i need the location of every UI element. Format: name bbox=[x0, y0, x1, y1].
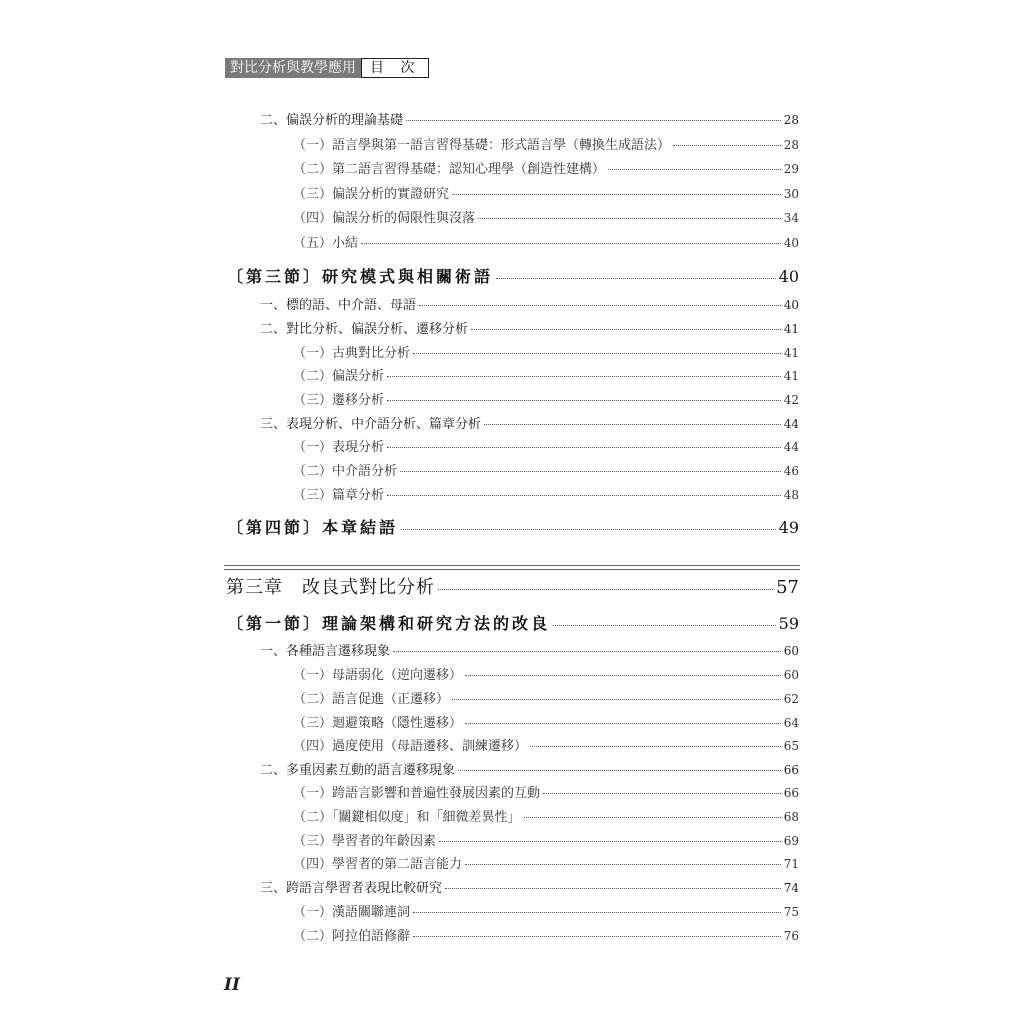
toc-entry-title: （四）過度使用（母語遷移、訓練遷移） bbox=[293, 739, 528, 754]
leader-dots bbox=[673, 132, 781, 146]
leader-dots bbox=[452, 686, 781, 700]
toc-entry-title: （一）母語弱化（逆向遷移） bbox=[293, 668, 463, 683]
toc-entry-page: 60 bbox=[783, 644, 799, 658]
toc-entry-page: 30 bbox=[783, 187, 799, 201]
toc-entry bbox=[293, 688, 799, 707]
section-label: 目 次 bbox=[361, 58, 429, 78]
toc-entry-title: （四）學習者的第二語言能力 bbox=[293, 857, 463, 872]
toc-entry bbox=[293, 712, 799, 731]
toc-entry-page: 46 bbox=[783, 464, 799, 478]
toc-entry-page: 66 bbox=[783, 786, 799, 800]
toc-entry-page: 59 bbox=[778, 614, 799, 633]
toc-entry bbox=[293, 183, 799, 202]
leader-dots bbox=[438, 571, 773, 590]
page-number: II bbox=[224, 975, 240, 995]
toc-entry-title: （三）迴避策略（隱性遷移） bbox=[293, 716, 463, 731]
toc-section-heading bbox=[227, 515, 799, 538]
toc-entry bbox=[293, 134, 799, 153]
toc-entry-page: 41 bbox=[783, 322, 799, 336]
toc-entry bbox=[293, 484, 799, 503]
toc-entry-title: （一）語言學與第一語言習得基礎：形式語言學（轉換生成語法） bbox=[293, 138, 671, 153]
toc-entry-page: 66 bbox=[783, 763, 799, 777]
toc-entry-page: 44 bbox=[783, 417, 799, 431]
toc-section-heading bbox=[227, 264, 799, 287]
toc-chapter-heading bbox=[226, 573, 799, 599]
toc-entry-page: 69 bbox=[783, 834, 799, 848]
toc-entry bbox=[260, 640, 799, 659]
toc-entry-page: 74 bbox=[783, 881, 799, 895]
toc-entry bbox=[293, 460, 799, 479]
toc-entry-title: 三、跨語言學習者表現比較研究 bbox=[260, 881, 443, 896]
leader-dots bbox=[387, 363, 781, 377]
toc-entry bbox=[293, 782, 799, 801]
running-header bbox=[225, 58, 429, 78]
toc-entry-title: （三）遷移分析 bbox=[293, 393, 385, 408]
leader-dots bbox=[465, 710, 781, 724]
toc-entry-title: （三）篇章分析 bbox=[293, 488, 385, 503]
toc-entry-title: 二、多重因素互動的語言遷移現象 bbox=[260, 763, 456, 778]
toc-entry bbox=[260, 413, 799, 432]
toc-entry-page: 48 bbox=[783, 488, 799, 502]
toc-entry bbox=[260, 759, 799, 778]
toc-entry-title: 〔第四節〕本章結語 bbox=[227, 518, 399, 537]
leader-dots bbox=[465, 662, 781, 676]
leader-dots bbox=[387, 482, 781, 496]
toc-entry bbox=[293, 925, 799, 944]
toc-entry-page: 65 bbox=[783, 739, 799, 753]
chapter-divider bbox=[224, 565, 800, 566]
toc-entry bbox=[260, 877, 799, 896]
leader-dots bbox=[439, 828, 781, 842]
toc-entry-page: 75 bbox=[783, 905, 799, 919]
toc-entry-page: 28 bbox=[783, 138, 799, 152]
leader-dots bbox=[413, 899, 781, 913]
leader-dots bbox=[393, 638, 781, 652]
toc-entry-title: （一）漢語關聯連詞 bbox=[293, 905, 411, 920]
toc-entry-page: 60 bbox=[783, 668, 799, 682]
toc-entry-page: 42 bbox=[783, 393, 799, 407]
toc-entry-page: 57 bbox=[776, 577, 799, 598]
book-title: 對比分析與教學應用 bbox=[225, 58, 361, 78]
leader-dots bbox=[413, 340, 781, 354]
toc-entry-page: 44 bbox=[783, 440, 799, 454]
leader-dots bbox=[465, 851, 781, 865]
toc-entry bbox=[293, 806, 799, 825]
toc-entry-page: 29 bbox=[783, 162, 799, 176]
toc-entry-title: 〔第一節〕理論架構和研究方法的改良 bbox=[227, 614, 551, 633]
toc-entry bbox=[293, 232, 799, 251]
leader-dots bbox=[478, 205, 781, 219]
toc-entry-title: （一）跨語言影響和普遍性發展因素的互動 bbox=[293, 786, 541, 801]
toc-section-heading bbox=[227, 611, 799, 634]
toc-entry-title: 第三章 改良式對比分析 bbox=[226, 577, 435, 598]
toc-entry-title: （二）阿拉伯語修辭 bbox=[293, 929, 411, 944]
leader-dots bbox=[361, 230, 781, 244]
toc-entry-title: 〔第三節〕研究模式與相關術語 bbox=[227, 267, 494, 286]
toc-entry-title: 三、表現分析、中介語分析、篇章分析 bbox=[260, 417, 482, 432]
toc-entry-page: 68 bbox=[783, 810, 799, 824]
toc-entry-page: 34 bbox=[783, 211, 799, 225]
leader-dots bbox=[458, 757, 781, 771]
leader-dots bbox=[553, 609, 776, 626]
toc-entry-title: （一）表現分析 bbox=[293, 440, 385, 455]
leader-dots bbox=[400, 458, 781, 472]
leader-dots bbox=[406, 107, 781, 121]
leader-dots bbox=[524, 804, 781, 818]
toc-entry-page: 64 bbox=[783, 716, 799, 730]
toc-entry-title: （一）古典對比分析 bbox=[293, 346, 411, 361]
leader-dots bbox=[413, 923, 781, 937]
leader-dots bbox=[452, 181, 781, 195]
toc-entry-page: 76 bbox=[783, 929, 799, 943]
leader-dots bbox=[387, 387, 781, 401]
toc-entry bbox=[293, 158, 799, 177]
toc-entry bbox=[293, 830, 799, 849]
leader-dots bbox=[543, 780, 781, 794]
toc-entry-title: （四）偏誤分析的侷限性與沒落 bbox=[293, 211, 476, 226]
toc-entry-page: 62 bbox=[783, 692, 799, 706]
toc-entry-page: 40 bbox=[778, 267, 799, 286]
leader-dots bbox=[608, 156, 781, 170]
toc-entry bbox=[260, 294, 799, 313]
toc-entry-title: 一、各種語言遷移現象 bbox=[260, 644, 391, 659]
leader-dots bbox=[484, 411, 781, 425]
toc-entry bbox=[293, 207, 799, 226]
toc-entry-page: 41 bbox=[783, 369, 799, 383]
leader-dots bbox=[419, 292, 781, 306]
toc-entry-title: 二、偏誤分析的理論基礎 bbox=[260, 113, 404, 128]
toc-entry-title: 二、對比分析、偏誤分析、遷移分析 bbox=[260, 322, 469, 337]
toc-entry-title: （五）小結 bbox=[293, 236, 359, 251]
toc-entry-title: （二）語言促進（正遷移） bbox=[293, 692, 450, 707]
toc-entry-title: （三）學習者的年齡因素 bbox=[293, 834, 437, 849]
toc-entry-title: 一、標的語、中介語、母語 bbox=[260, 298, 417, 313]
toc-entry-page: 41 bbox=[783, 346, 799, 360]
toc-entry-page: 28 bbox=[783, 113, 799, 127]
leader-dots bbox=[530, 733, 781, 747]
leader-dots bbox=[445, 875, 781, 889]
toc-entry bbox=[293, 853, 799, 872]
toc-entry-page: 71 bbox=[783, 857, 799, 871]
toc-entry bbox=[293, 735, 799, 754]
leader-dots bbox=[496, 262, 776, 279]
leader-dots bbox=[387, 434, 781, 448]
toc-entry-title: （二）偏誤分析 bbox=[293, 369, 385, 384]
toc-entry-title: （二）「關鍵相似度」和「細微差異性」 bbox=[293, 810, 521, 825]
toc-entry-title: （二）第二語言習得基礎：認知心理學（創造性建構） bbox=[293, 162, 606, 177]
toc-entry-page: 40 bbox=[783, 236, 799, 250]
toc-entry bbox=[293, 389, 799, 408]
toc-entry bbox=[293, 901, 799, 920]
leader-dots bbox=[401, 513, 776, 530]
toc-entry bbox=[260, 318, 799, 337]
toc-entry-page: 49 bbox=[778, 518, 799, 537]
toc-entry-title: （三）偏誤分析的實證研究 bbox=[293, 187, 450, 202]
toc-entry bbox=[260, 109, 799, 128]
toc-entry-page: 40 bbox=[783, 298, 799, 312]
toc-entry bbox=[293, 664, 799, 683]
chapter-divider bbox=[224, 569, 800, 570]
toc-entry bbox=[293, 436, 799, 455]
toc-entry bbox=[293, 365, 799, 384]
toc-entry-title: （二）中介語分析 bbox=[293, 464, 398, 479]
toc-entry bbox=[293, 342, 799, 361]
leader-dots bbox=[471, 316, 781, 330]
